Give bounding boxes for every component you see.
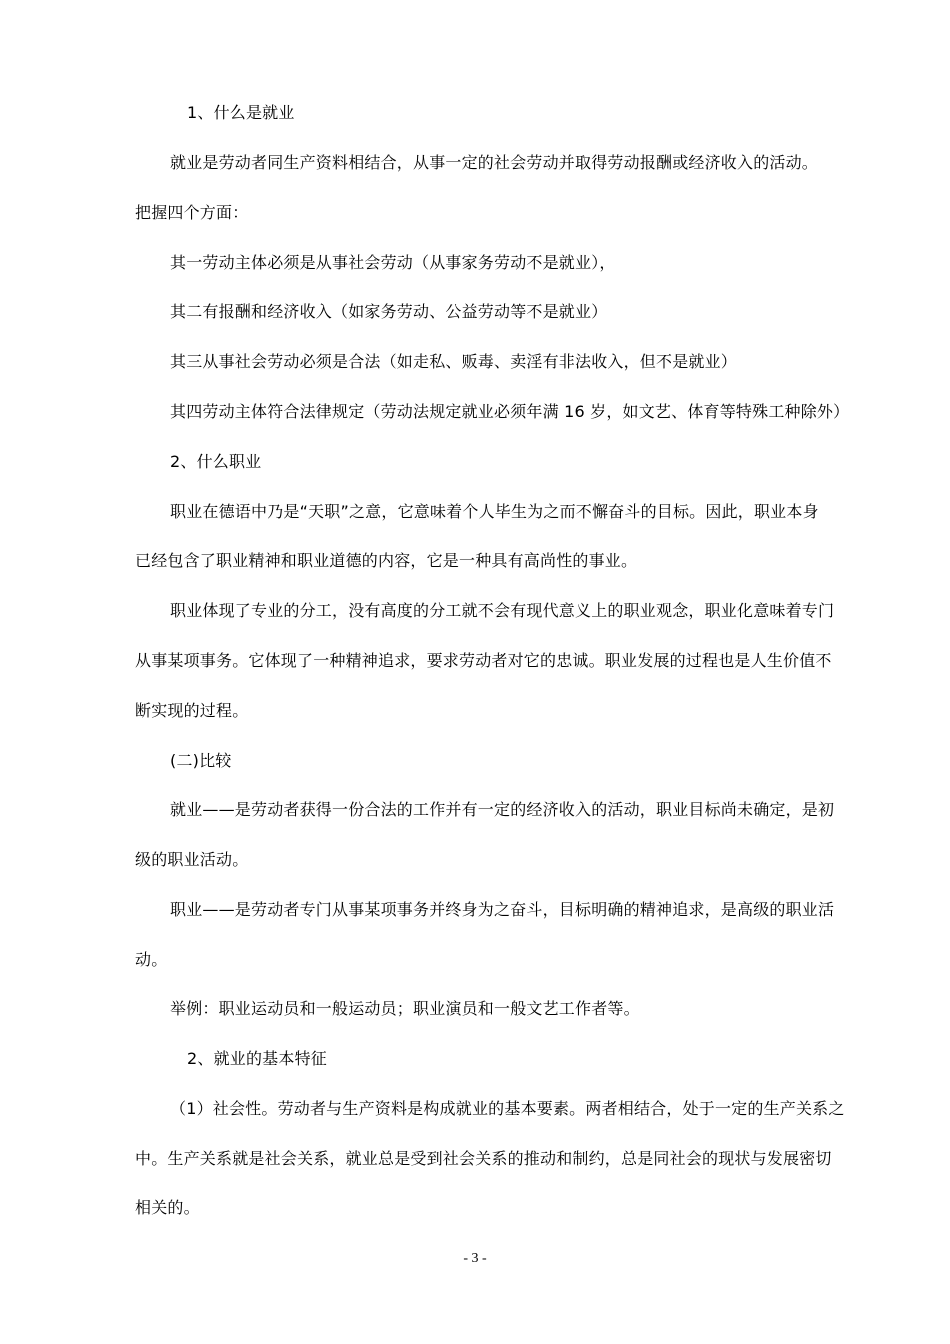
paragraph-line: 级的职业活动。 <box>135 850 249 869</box>
paragraph-line: 中。生产关系就是社会关系，就业总是受到社会关系的推动和制约，总是同社会的现状与发展密切 <box>135 1149 832 1168</box>
paragraph-line: 断实现的过程。 <box>135 701 249 720</box>
paragraph-line: 动。 <box>135 950 168 969</box>
paragraph-line: 职业体现了专业的分工，没有高度的分工就不会有现代意义上的职业观念，职业化意味着专门 <box>170 601 835 620</box>
section-heading-what-is-employment: 1、什么是就业 <box>187 103 295 122</box>
paragraph-line: 其四劳动主体符合法律规定（劳动法规定就业必须年满 16 岁，如文艺、体育等特殊工种除外） <box>170 402 850 421</box>
paragraph-line: 职业——是劳动者专门从事某项事务并终身为之奋斗，目标明确的精神追求，是高级的职业活 <box>170 900 835 919</box>
paragraph-line: 就业——是劳动者获得一份合法的工作并有一定的经济收入的活动，职业目标尚未确定，是初 <box>170 800 835 819</box>
paragraph-line: 职业在德语中乃是“天职”之意，它意味着个人毕生为之而不懈奋斗的目标。因此，职业本身 <box>170 502 819 521</box>
page-number: - 3 - <box>463 1251 487 1266</box>
paragraph-line: 相关的。 <box>135 1198 200 1217</box>
paragraph-line: 就业是劳动者同生产资料相结合，从事一定的社会劳动并取得劳动报酬或经济收入的活动。 <box>170 153 819 172</box>
paragraph-line: 其三从事社会劳动必须是合法（如走私、贩毒、卖淫有非法收入，但不是就业） <box>170 352 738 371</box>
paragraph-line: 其二有报酬和经济收入（如家务劳动、公益劳动等不是就业） <box>170 302 608 321</box>
paragraph-line: 已经包含了职业精神和职业道德的内容，它是一种具有高尚性的事业。 <box>135 551 638 570</box>
section-heading-employment-features: 2、就业的基本特征 <box>187 1049 327 1068</box>
paragraph-line: 举例：职业运动员和一般运动员；职业演员和一般文艺工作者等。 <box>170 999 640 1018</box>
paragraph-line: （1）社会性。劳动者与生产资料是构成就业的基本要素。两者相结合，处于一定的生产关系之 <box>170 1099 845 1118</box>
paragraph-line: 从事某项事务。它体现了一种精神追求，要求劳动者对它的忠诚。职业发展的过程也是人生价值不 <box>135 651 832 670</box>
section-heading-comparison: (二)比较 <box>170 751 232 770</box>
paragraph-line: 把握四个方面： <box>135 203 249 222</box>
paragraph-line: 其一劳动主体必须是从事社会劳动（从事家务劳动不是就业）， <box>170 253 616 272</box>
section-heading-what-is-profession: 2、什么职业 <box>170 452 262 471</box>
